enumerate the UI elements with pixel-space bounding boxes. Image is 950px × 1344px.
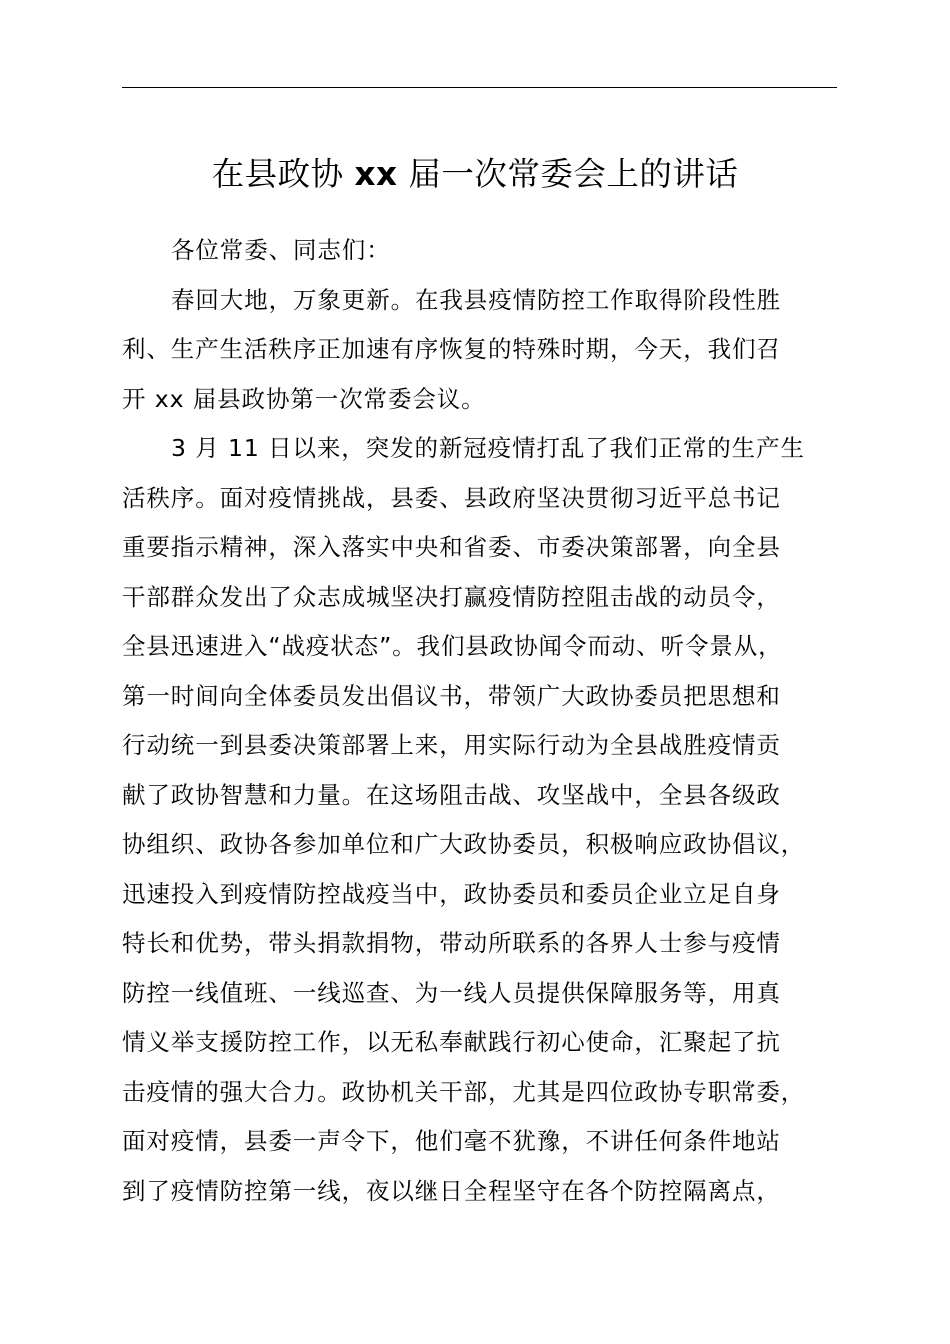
body-line: 利、生产生活秩序正加速有序恢复的特殊时期，今天，我们召 — [122, 335, 781, 363]
title-suffix: 届一次常委会上的讲话 — [408, 155, 739, 193]
salutation-line: 各位常委、同志们： — [171, 236, 391, 264]
body-line: 到了疫情防控第一线，夜以继日全程坚守在各个防控隔离点， — [122, 1176, 781, 1205]
body-line: 干部群众发出了众志成城坚决打赢疫情防控阻击战的动员令， — [122, 582, 781, 611]
body-line: 全县迅速进入“战疫状态”。我们县政协闻令而动、听令景从， — [122, 632, 783, 660]
body-line: 3 月 11 日以来，突发的新冠疫情打乱了我们正常的生产生 — [171, 434, 805, 462]
body-line: 开 xx 届县政协第一次常委会议。 — [122, 384, 486, 413]
body-line: 春回大地，万象更新。在我县疫情防控工作取得阶段性胜 — [171, 285, 781, 314]
document-title — [0, 150, 950, 198]
title-code: xx — [354, 155, 398, 193]
document-body — [122, 226, 842, 1216]
body-line: 献了政协智慧和力量。在这场阻击战、攻坚战中，全县各级政 — [122, 780, 781, 809]
body-line: 迅速投入到疫情防控战疫当中，政协委员和委员企业立足自身 — [122, 879, 781, 908]
body-line: 面对疫情，县委一声令下，他们毫不犹豫，不讲任何条件地站 — [122, 1127, 781, 1155]
body-line: 协组织、政协各参加单位和广大政协委员，积极响应政协倡议， — [122, 830, 806, 858]
body-line: 击疫情的强大合力。政协机关干部，尤其是四位政协专职常委， — [122, 1077, 806, 1106]
body-line: 第一时间向全体委员发出倡议书，带领广大政协委员把思想和 — [122, 681, 781, 710]
title-prefix: 在县政协 — [211, 155, 344, 193]
body-line: 活秩序。面对疫情挑战，县委、县政府坚决贯彻习近平总书记 — [122, 483, 781, 512]
body-line: 行动统一到县委决策部署上来，用实际行动为全县战胜疫情贡 — [122, 731, 781, 759]
header-rule — [122, 87, 837, 88]
body-line: 情义举支援防控工作，以无私奉献践行初心使命，汇聚起了抗 — [122, 1028, 781, 1056]
body-line: 防控一线值班、一线巡查、为一线人员提供保障服务等，用真 — [122, 978, 781, 1007]
body-line: 重要指示精神，深入落实中央和省委、市委决策部署，向全县 — [122, 533, 781, 561]
body-line: 特长和优势，带头捐款捐物，带动所联系的各界人士参与疫情 — [122, 929, 781, 957]
